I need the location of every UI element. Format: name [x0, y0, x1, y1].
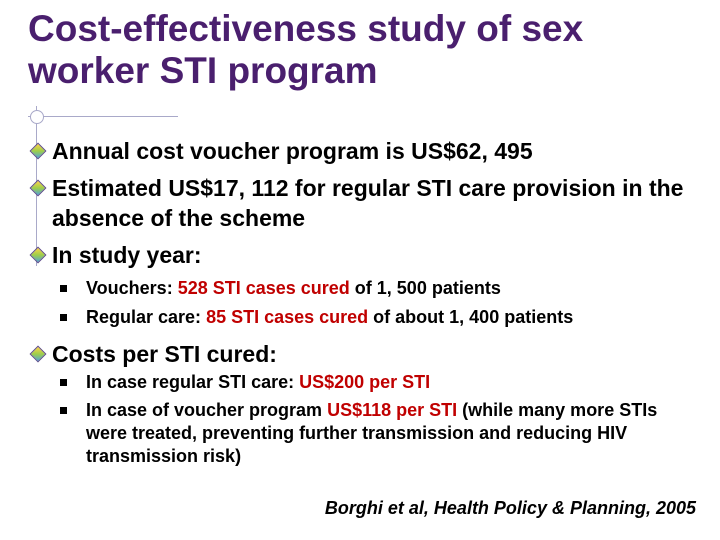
bullet-text: Costs per STI cured: — [52, 341, 277, 367]
sub-text-post: of about 1, 400 patients — [368, 307, 574, 327]
diamond-bullet-icon — [30, 180, 47, 197]
sub-bullet-regular-care — [86, 306, 686, 329]
diamond-bullet-icon — [30, 247, 47, 264]
bullet-costs-per-sti — [52, 339, 692, 369]
square-bullet-icon — [60, 314, 67, 321]
sub-text-pre: Vouchers: — [86, 278, 178, 298]
sub-bullet-vouchers — [86, 277, 686, 300]
bullet-text: In study year: — [52, 242, 202, 268]
diamond-bullet-icon — [30, 346, 47, 363]
sub-text-highlight: US$118 per STI — [327, 400, 458, 420]
slide-title: Cost-effectiveness study of sex worker STI program — [28, 8, 584, 91]
bullet-text: Estimated US$17, 112 for regular STI care provision in the absence of the scheme — [52, 175, 684, 231]
bullet-estimated-cost — [52, 173, 692, 233]
sub-text-pre: Regular care: — [86, 307, 207, 327]
decorative-circle — [30, 110, 44, 124]
square-bullet-icon — [60, 407, 67, 414]
sub-text-highlight: US$200 per STI — [299, 372, 431, 392]
sub-bullet-voucher-program — [86, 399, 686, 468]
sub-text-post: (while many more STIs were treated, preventing further transmission and reducing HIV transmission risk) — [86, 400, 658, 466]
sub-text-pre: In case regular STI care: — [86, 372, 300, 392]
bullet-study-year — [52, 240, 692, 270]
square-bullet-icon — [60, 285, 67, 292]
citation: Borghi et al, Health Policy & Planning, 2005 — [324, 498, 696, 518]
sub-text-highlight: 528 STI cases cured — [177, 278, 350, 298]
bullet-annual-cost — [52, 136, 692, 166]
sub-text-post: of 1, 500 patients — [349, 278, 501, 298]
sub-text-highlight: 85 STI cases cured — [206, 307, 369, 327]
sub-bullet-regular-sti-care — [86, 371, 686, 394]
diamond-bullet-icon — [30, 143, 47, 160]
decorative-horizontal-rule — [28, 116, 178, 117]
square-bullet-icon — [60, 379, 67, 386]
sub-text-pre: In case of voucher program — [86, 400, 328, 420]
bullet-text: Annual cost voucher program is US$62, 495 — [52, 138, 533, 164]
